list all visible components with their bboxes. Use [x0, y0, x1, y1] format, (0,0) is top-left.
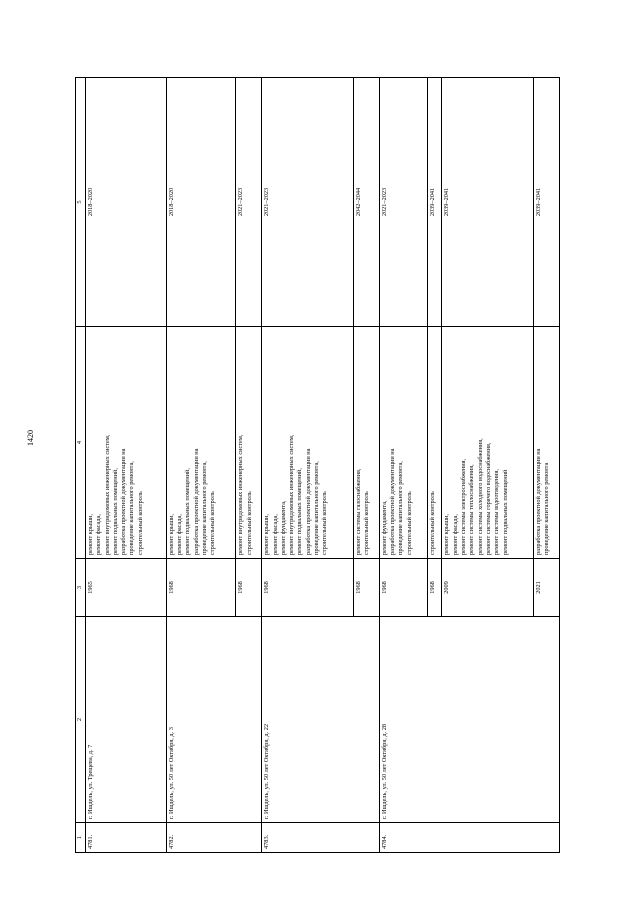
build-year-cell: 2009	[442, 559, 534, 617]
address-cell: г. Ишдель, ул. 50 лет Октября, д. 3	[166, 617, 262, 823]
works-cell	[236, 327, 262, 559]
work-item: проведение капитального ремонта,	[313, 461, 321, 555]
work-item: ремонт крыши,	[263, 513, 271, 555]
work-item: разработка проектной документации на	[192, 448, 200, 555]
build-year-cell: 1968	[427, 559, 442, 617]
work-item: строительный контроль	[405, 491, 413, 555]
build-year-cell: 1965	[86, 559, 167, 617]
build-year-cell: 1968	[353, 559, 379, 617]
work-item: ремонт фундамента,	[380, 500, 388, 555]
build-year-cell: 1968	[166, 559, 236, 617]
column-header: 4	[76, 327, 86, 559]
table-body	[86, 78, 560, 853]
period-cell: 2039–2041	[427, 78, 442, 327]
work-item: проведение капитального ремонта	[543, 462, 551, 555]
build-year-cell: 2021	[534, 559, 560, 617]
work-item: ремонт внутридомовых инженерных систем,	[237, 434, 245, 555]
address-cell: г. Ишдель, ул. Трещева, д. 7	[86, 617, 167, 823]
work-item: ремонт фасада,	[271, 514, 279, 555]
work-item: строительный контроль	[321, 491, 329, 555]
work-item: ремонт подвальных помещений,	[296, 468, 304, 555]
work-item: ремонт системы холодного водоснабжения,	[476, 438, 484, 555]
build-year-cell: 1968	[236, 559, 262, 617]
works-cell	[534, 327, 560, 559]
row-number: 4781.	[86, 823, 167, 853]
work-item: ремонт фасада,	[95, 514, 103, 555]
work-item: строительный контроль	[428, 491, 436, 555]
row-number: 4784.	[379, 823, 559, 853]
rotated-table-container	[75, 78, 560, 853]
work-item: ремонт подвальных помещений,	[111, 468, 119, 555]
row-number: 4783.	[262, 823, 380, 853]
repair-schedule-table	[75, 77, 560, 853]
period-cell: 2039–2041	[442, 78, 534, 327]
work-item: разработка проектной документации на	[389, 448, 397, 555]
work-item: разработка проектной документации на	[304, 448, 312, 555]
work-item: ремонт фундамента,	[279, 500, 287, 555]
work-item: ремонт подвальных помещений	[501, 469, 509, 555]
work-item: ремонт крыши,	[443, 513, 451, 555]
works-cell	[379, 327, 427, 559]
work-item: проведение капитального ремонта,	[128, 461, 136, 555]
page-number: 1420	[26, 430, 35, 446]
work-item: ремонт системы горячего водоснабжения,	[484, 442, 492, 555]
work-item: ремонт фасада,	[175, 514, 183, 555]
works-cell	[262, 327, 354, 559]
column-header: 2	[76, 617, 86, 823]
works-cell	[166, 327, 236, 559]
column-header: 1	[76, 823, 86, 853]
build-year-cell: 1968	[379, 559, 427, 617]
works-cell	[86, 327, 167, 559]
address-cell: г. Ишдель, ул. 50 лет Октября, д. 22	[262, 617, 380, 823]
work-item: ремонт подвальных помещений,	[184, 468, 192, 555]
work-item: ремонт системы теплоснабжения,	[468, 464, 476, 555]
period-cell: 2021–2023	[379, 78, 427, 327]
column-header: 3	[76, 559, 86, 617]
work-item: строительный контроль	[209, 491, 217, 555]
row-number: 4782.	[166, 823, 262, 853]
work-item: ремонт крыши,	[167, 513, 175, 555]
work-item: проведение капитального ремонта,	[200, 461, 208, 555]
build-year-cell: 1968	[262, 559, 354, 617]
work-item: проведение капитального ремонта,	[397, 461, 405, 555]
works-cell	[427, 327, 442, 559]
period-cell: 2021–2023	[236, 78, 262, 327]
address-cell: г. Ишдель, ул. 50 лет Октября, д. 28	[379, 617, 559, 823]
period-cell: 2018–2020	[166, 78, 236, 327]
period-cell: 2021–2023	[262, 78, 354, 327]
column-header: 5	[76, 78, 86, 327]
work-item: ремонт системы электроснабжения,	[460, 458, 468, 555]
work-item: ремонт внутридомовых инженерных систем,	[103, 434, 111, 555]
table-row	[166, 78, 236, 853]
header-row	[76, 78, 86, 853]
table-row	[262, 78, 354, 853]
works-cell	[442, 327, 534, 559]
work-item: строительный контроль	[245, 491, 253, 555]
period-cell: 2039–2041	[534, 78, 560, 327]
works-cell	[353, 327, 379, 559]
work-item: строительный контроль	[363, 491, 371, 555]
work-item: разработка проектной документации на	[120, 448, 128, 555]
work-item: ремонт крыши,	[87, 513, 94, 555]
period-cell: 2042–2044	[353, 78, 379, 327]
work-item: ремонт системы газоснабжения,	[354, 468, 362, 555]
work-item: строительный контроль	[136, 491, 144, 555]
work-item: ремонт внутридомовых инженерных систем,	[288, 434, 296, 555]
work-item: ремонт системы водоотведения,	[493, 469, 501, 555]
work-item: ремонт фасада,	[451, 514, 459, 555]
period-cell: 2018–2020	[86, 78, 167, 327]
work-item: разработка проектной документации на	[535, 448, 543, 555]
table-row	[86, 78, 167, 853]
table-row	[379, 78, 427, 853]
